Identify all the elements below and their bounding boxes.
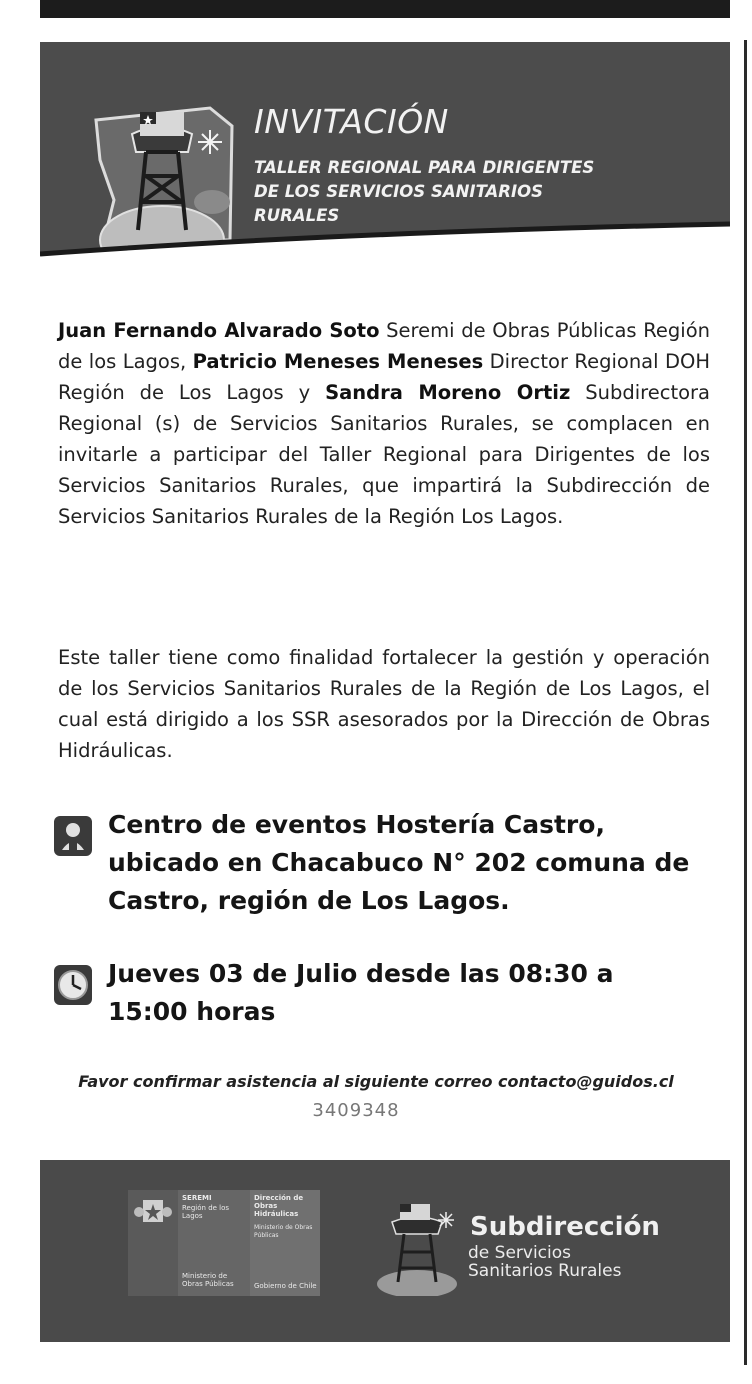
ssr-water-tower-icon	[372, 1196, 462, 1296]
subtitle-line: DE LOS SERVICIOS SANITARIOS	[254, 182, 544, 201]
phone-number: 3409348	[312, 1100, 400, 1121]
invitation-title: INVITACIÓN	[254, 102, 449, 141]
brand-line: Sanitarios Rurales	[468, 1261, 622, 1281]
clock-icon	[52, 963, 94, 1007]
top-divider-bar	[40, 0, 730, 18]
ministry-label: Ministerio de Obras Públicas	[182, 1272, 234, 1288]
subtitle-line: TALLER REGIONAL PARA DIRIGENTES	[254, 158, 595, 177]
body-text: Seremi de Obras Públicas Región de los Lagos,	[58, 319, 710, 373]
brand-title: Subdirección	[470, 1212, 660, 1242]
doh-label: Dirección de Obras Hidráulicas	[254, 1194, 304, 1218]
brand-line: de Servicios	[468, 1243, 572, 1263]
person-name: Patricio Meneses Meneses	[192, 350, 484, 373]
body-text: Director Regional DOH Región de Los Lagos y	[58, 350, 710, 404]
seremi-label: SEREMI	[182, 1194, 212, 1202]
subtitle-line: RURALES	[254, 206, 340, 225]
chile-crest-icon	[128, 1194, 178, 1234]
invitation-header	[40, 42, 730, 278]
footer-logos	[40, 1160, 730, 1342]
invitation-paragraph	[58, 315, 710, 532]
person-name: Sandra Moreno Ortiz	[325, 381, 571, 404]
chile-crest-column	[128, 1190, 178, 1296]
location-text: Centro de eventos Hostería Castro, ubicado en Chacabuco N° 202 comuna de Castro, región de Los Lagos.	[108, 810, 690, 915]
header-curve-divider	[40, 208, 730, 278]
government-label: Gobierno de Chile	[254, 1282, 317, 1290]
doh-ministry: Ministerio de Obras Públicas	[254, 1224, 313, 1239]
rsvp-note: Favor confirmar asistencia al siguiente correo contacto@guidos.cl	[78, 1072, 674, 1091]
person-name: Juan Fernando Alvarado Soto	[58, 319, 380, 342]
doh-column	[250, 1190, 320, 1296]
purpose-paragraph: Este taller tiene como finalidad fortalecer la gestión y operación de los Servicios Sanitarios Rurales de la Región de Los Lagos, el cual está dirigido a los SSR asesorados por la Dirección de Obras Hidráulicas.	[58, 646, 710, 762]
government-logo-block	[128, 1190, 320, 1296]
location-person-icon	[52, 814, 94, 858]
schedule-text: Jueves 03 de Julio desde las 08:30 a 15:00 horas	[108, 959, 614, 1026]
right-divider-rule	[744, 40, 747, 1365]
seremi-column	[178, 1190, 250, 1296]
body-text: Subdirectora Regional (s) de Servicios Sanitarios Rurales, se complacen en invitarle a participar del Taller Regional para Dirigentes de los Servicios Sanitarios Rurales, que impartirá la Subdirección de Servicios Sanitarios Rurales de la Región Los Lagos.	[58, 381, 711, 528]
seremi-region: Región de los Lagos	[182, 1204, 230, 1220]
